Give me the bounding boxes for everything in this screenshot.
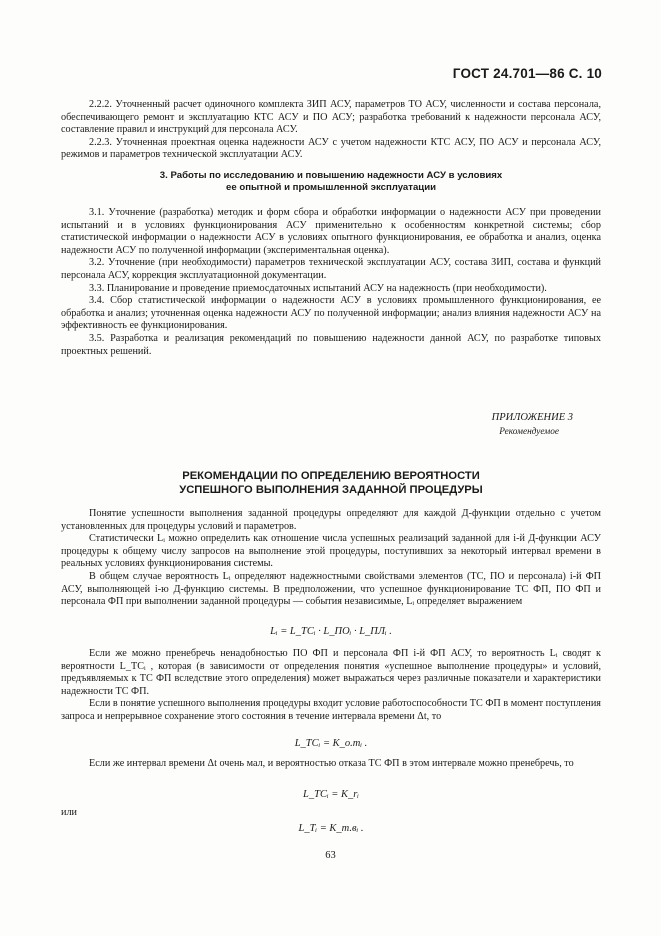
appendix-number: ПРИЛОЖЕНИЕ 3: [491, 412, 573, 423]
rec-paragraph-2: Статистически Lᵢ можно определить как отношение числа успешных реализаций заданной для i-й Д-функции АСУ процедуры к общему числу запросов на выполнение этой процедуры, поступивших за некоторый интервал времени в реальных условиях функционирования системы.: [61, 533, 601, 570]
recommendations-title-line2: УСПЕШНОГО ВЫПОЛНЕНИЯ ЗАДАННОЙ ПРОЦЕДУРЫ: [179, 483, 483, 496]
recommendations-body-b: [61, 648, 601, 724]
recommendations-body-a: [61, 508, 601, 609]
section3-title-line1: 3. Работы по исследованию и повышению надежности АСУ в условиях: [159, 170, 503, 181]
formula-lt-ktv: L_Tᵢ = K_т.вᵢ .: [298, 823, 364, 834]
paragraph-3-3: 3.3. Планирование и проведение приемосдаточных испытаний АСУ на надежность (при необходимости).: [89, 282, 547, 294]
paragraph-3-1: 3.1. Уточнение (разработка) методик и форм сбора и обработки информации о надежности АСУ при проведении испытаний и в условиях функционирования АСУ применительно к особенностям конкретной системы; сбор статистической информации о надежности АСУ в условиях опытного функционирования, ее обработка и анализ, оценка надежности АСУ по полученной информации (экспериментальная оценка).: [61, 207, 601, 256]
formula-ltc-kr: L_TCᵢ = K_rᵢ: [303, 789, 359, 800]
paragraph-3-4: 3.4. Сбор статистической информации о надежности АСУ в условиях промышленного функционирования, ее обработка и анализ; уточненная оценка надежности АСУ по полученной информации; анализ влияния надежности АСУ на эффективность ее функционирования.: [61, 295, 601, 332]
recommendations-body-c: [61, 758, 601, 771]
page-number: 63: [325, 850, 336, 861]
rec-paragraph-3: В общем случае вероятность Lᵢ определяют надежностными свойствами элементов (ТС, ПО и персонала) i-й ФП АСУ, выполняющей i-ю Д-функцию системы. В предположении, что успешное функционирование ТС ФП, ПО ФП и персонала ФП при выполнении заданной процедуры — события независимые, Lᵢ определяет выражением: [61, 570, 601, 608]
rec-paragraph-6: Если же интервал времени Δt очень мал, и вероятностью отказа ТС ФП в этом интервале можно пренебречь, то: [89, 758, 574, 769]
paragraph-2-2-2: 2.2.2. Уточненный расчет одиночного комплекта ЗИП АСУ, параметров ТО АСУ, численности и состава персонала, обеспечивающего ремонт и эксплуатацию КТС АСУ и ПО АСУ; разработка требований к надежности персонала АСУ, составление правил и инструкций для персонала АСУ.: [61, 99, 601, 136]
recommendations-title: [61, 470, 601, 497]
section3-title: [61, 170, 601, 194]
section3-title-line2: ее опытной и промышленной эксплуатации: [226, 181, 436, 193]
paragraph-2-2-3: 2.2.3. Уточненная проектная оценка надежности АСУ с учетом надежности КТС АСУ, ПО АСУ и персонала АСУ, режимов и параметров технической эксплуатации АСУ.: [61, 136, 601, 161]
recommendations-title-line1: РЕКОМЕНДАЦИИ ПО ОПРЕДЕЛЕНИЮ ВЕРОЯТНОСТИ: [182, 470, 480, 482]
rec-paragraph-5: Если в понятие успешного выполнения процедуры входит условие работоспособности ТС ФП в момент поступления запроса и непрерывное сохранение этого состояния в течение интервала времени Δt, то: [61, 698, 601, 722]
appendix-label: [492, 411, 573, 439]
page-header: ГОСТ 24.701—86 С. 10: [452, 66, 602, 81]
rec-paragraph-4: Если же можно пренебречь ненадобностью ПО ФП и персонала ФП i-й ФП АСУ, то вероятность Lᵢ сводят к вероятности L_TCᵢ , которая (в зависимости от определения понятия «успешное выполнение процедуры» и условий, предъявляемых к ТС ФП вследствие этого определения) может выражаться через различные показатели и характеристики надежности ТС ФП.: [61, 648, 601, 697]
formula-li: Lᵢ = L_TCᵢ · L_ПОᵢ · L_ПЛᵢ .: [270, 626, 392, 637]
rec-paragraph-1: Понятие успешности выполнения заданной процедуры определяют для каждой Д-функции отдельно с учетом установленных для процедуры условий и параметров.: [61, 508, 601, 532]
appendix-status: Рекомендуемое: [499, 427, 559, 437]
paragraph-3-5: 3.5. Разработка и реализация рекомендаций по повышению надежности данной АСУ, по разработке типовых проектных решений.: [61, 332, 601, 357]
section3-body: [61, 207, 601, 358]
connector-or: или: [61, 807, 77, 818]
formula-ltc-kot: L_TCᵢ = K_о.тᵢ .: [294, 738, 368, 749]
paragraph-3-2: 3.2. Уточнение (при необходимости) параметров технической эксплуатации АСУ, состава ЗИП, состава и функций персонала АСУ, коррекция эксплуатационной документации.: [61, 257, 601, 281]
section2-tail: [61, 99, 601, 162]
